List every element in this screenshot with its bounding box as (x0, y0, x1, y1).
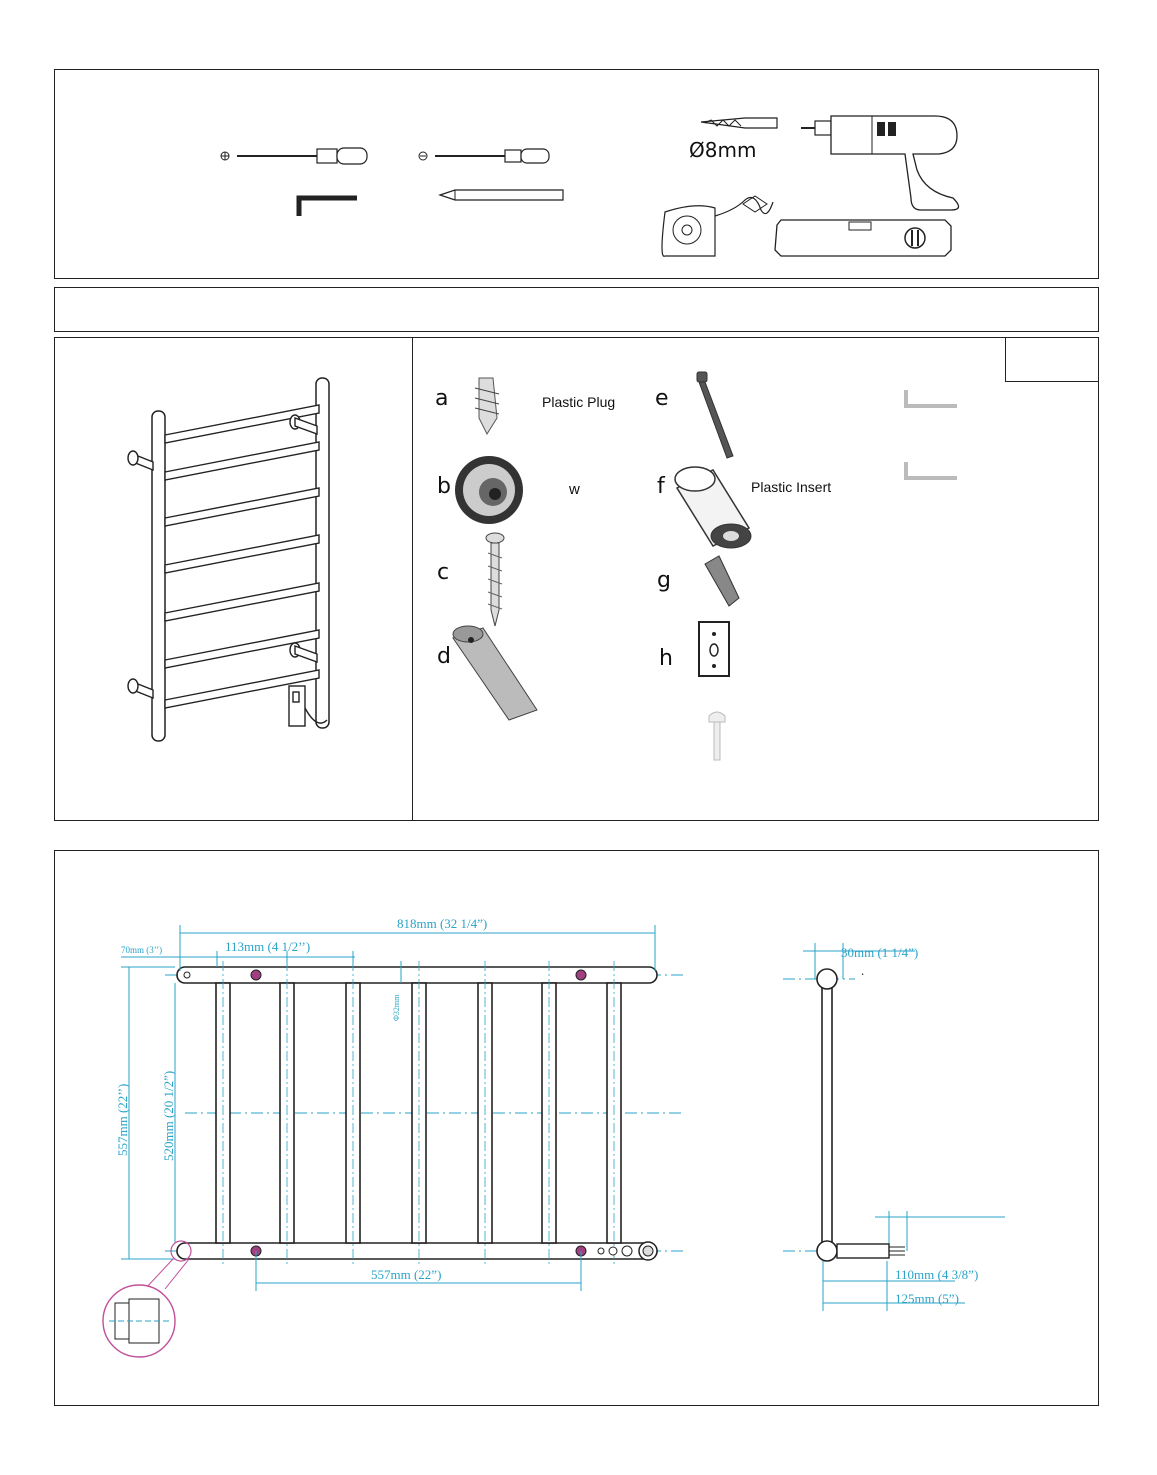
dimensions-panel (54, 850, 1099, 1406)
dim-overall-width: 818mm (32 1/4”) (397, 916, 488, 931)
part-label-b: w (569, 481, 580, 498)
part-letter-a: a (435, 386, 449, 411)
part-letter-h: h (659, 646, 673, 671)
allen-keys-icon (906, 390, 957, 478)
part-letter-e: e (655, 386, 669, 411)
phillips-screwdriver-icon (221, 148, 367, 164)
washer-icon (455, 456, 523, 524)
plastic-insert-icon (675, 467, 751, 548)
tape-measure-icon (662, 196, 773, 256)
part-label-a: Plastic Plug (542, 394, 616, 410)
tools-panel (54, 69, 1099, 279)
rails (165, 405, 319, 708)
part-letter-f: f (657, 474, 665, 499)
plastic-plug-icon (475, 378, 499, 434)
long-bolt-icon (697, 372, 733, 458)
parts-panel (412, 337, 1099, 821)
mounting-tube-icon (453, 626, 537, 720)
part-letter-c: c (437, 560, 450, 585)
part-label-f: Plastic Insert (751, 479, 832, 495)
dim-end-offset: 70mm (3’’) (121, 945, 163, 955)
dim-mount-spacing: 557mm (22”) (371, 1267, 442, 1282)
tools-illustration (55, 70, 1100, 280)
dim-inner-height: 520mm (20 1/2”) (161, 1070, 176, 1161)
towel-warmer-illustration (55, 338, 415, 822)
dim-depth-110: 110mm (4 3/8”) (895, 1267, 979, 1282)
dimension-drawing (55, 851, 1100, 1407)
machine-screw-icon (709, 712, 725, 760)
dim-overall-height: 557mm (22’’) (115, 1083, 130, 1156)
dim-depth-125: 125mm (5”) (895, 1291, 959, 1306)
electric-drill-icon (801, 116, 959, 210)
dim-rail-spacing: 113mm (4 1/2’’) (225, 939, 311, 954)
section-header-bar (54, 287, 1099, 332)
wall-bracket-icon (699, 622, 729, 676)
flat-screwdriver-icon (419, 149, 549, 163)
dim-tube-diameter: Φ32mm (392, 994, 401, 1021)
part-letter-d: d (437, 644, 451, 669)
dim-side-tube: 30mm (1 1/4”) (841, 945, 919, 960)
allen-key-icon (299, 198, 357, 216)
part-letter-b: b (437, 474, 451, 499)
drill-bit-size-label: Ø8mm (689, 138, 757, 162)
detail-view (103, 1241, 191, 1357)
product-panel (54, 337, 414, 821)
part-letter-g: g (657, 568, 671, 593)
centerlines (165, 975, 895, 1251)
spirit-level-icon (775, 220, 951, 256)
drill-bit-icon (701, 118, 777, 128)
set-screw-icon (705, 556, 739, 606)
pencil-icon (440, 190, 563, 200)
wood-screw-icon (486, 533, 504, 626)
dim-side-dot: . (861, 963, 865, 978)
parts-illustration (413, 338, 1100, 822)
